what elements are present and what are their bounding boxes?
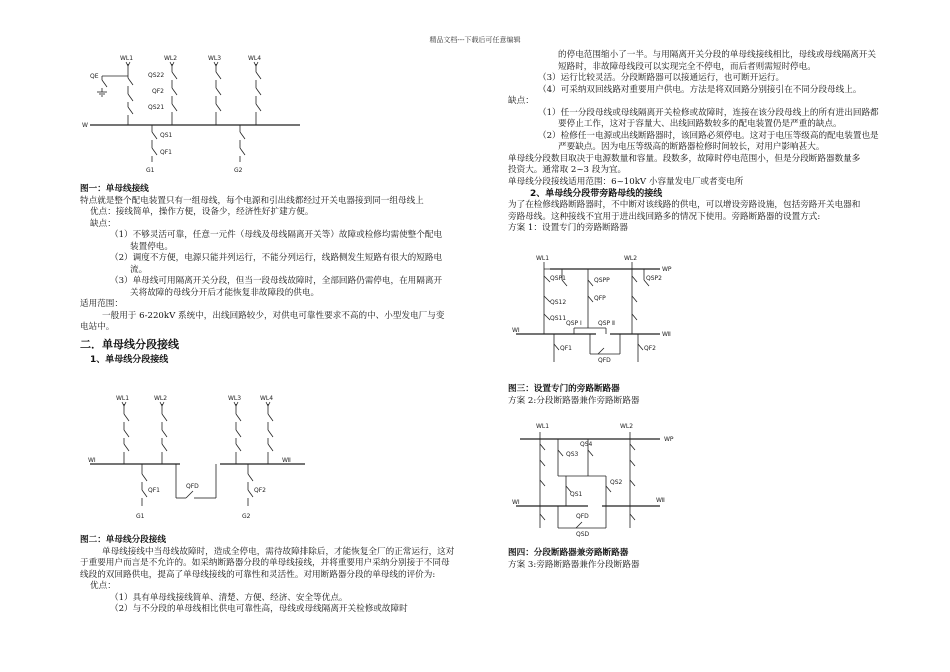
svg-text:QS1: QS1 [160,132,173,139]
svg-text:WL2: WL2 [620,423,634,430]
svg-text:QS11: QS11 [550,315,567,322]
source-g1 [136,464,160,520]
paragraph: 旁路母线。这种接线不宜用于进出线回路多的情况下使用。旁路断路器的设置方式: [508,211,821,222]
paragraph: 适用范围： [80,299,123,309]
label-w: W [82,122,88,129]
svg-text:QFD: QFD [186,483,199,490]
left-column-top [80,184,480,366]
svg-text:QS12: QS12 [550,299,567,306]
svg-text:QSP Ⅰ: QSP Ⅰ [566,320,582,327]
svg-text:QF1: QF1 [160,149,172,156]
svg-text:WL3: WL3 [228,395,242,402]
paragraph: 为了在检修线路断路器时，不中断对该线路的供电，可以增设旁路设施，包括旁路开关电器和 [508,200,861,210]
list-item: 关将故障的母线分开后才能恢复非故障段的供电。 [130,287,320,298]
source-g2 [242,464,266,520]
paragraph: 优点：接线简单，操作方便，设备少，经济性好扩建方便。 [90,207,314,217]
feeder-wl4 [248,55,261,125]
svg-text:QF2: QF2 [644,345,656,352]
paragraph: 投资大。通常取 2~3 段为宜。 [508,165,627,175]
subsection-heading: 1、单母线分段接线 [90,354,169,365]
page-header: 精品文档---下载后可任意编辑 [429,36,521,44]
svg-text:G1: G1 [136,513,145,520]
svg-text:G2: G2 [242,513,251,520]
paragraph: 电站中。 [80,322,115,332]
list-item: （3）单母线可用隔离开关分段，但当一段母线故障时，全部回路仍需停电，在用隔离开 [110,276,443,286]
svg-text:WL2: WL2 [164,55,178,62]
svg-text:WL4: WL4 [260,395,274,402]
list-item: （4）可采纳双回线路对重要用户供电。方法是将双回路分别接引在不同分段母线上。 [538,84,862,95]
svg-text:G2: G2 [234,167,243,174]
paragraph: 优点： [90,581,116,591]
svg-text:QSP2: QSP2 [646,275,662,282]
svg-text:QF2: QF2 [152,88,164,95]
list-item: 严要缺点。因为电压等级高的断路器检修时间较长，对用户影响甚大。 [558,142,825,152]
figure-4-diagram [510,416,690,538]
list-item: （1）具有单母线接线简单、清楚、方便、经济、安全等优点。 [110,592,348,603]
list-item: （3）运行比较灵活。分段断路器可以接通运行，也可断开运行。 [538,73,785,83]
figure-3-diagram [510,250,690,380]
list-item: （1）任一分段母线或母线隔离开关检修或故障时，连接在该分段母线上的所有进出回路都 [538,107,879,118]
svg-text:WL1: WL1 [536,255,550,262]
figure-1-diagram [80,52,380,182]
svg-text:QF2: QF2 [254,487,266,494]
svg-text:WL1: WL1 [120,55,134,62]
section-breaker-qfd [176,464,216,498]
svg-text:QS22: QS22 [148,72,165,79]
paragraph: 缺点： [508,96,534,106]
svg-text:WL1: WL1 [116,395,130,402]
paragraph: 单母线分段接线适用范围：6~10kV 小容量发电厂或者变电所 [508,176,744,187]
list-item: 流。 [130,264,148,275]
svg-text:QS21: QS21 [148,104,165,111]
paragraph: 方案 2:分段断路器兼作旁路断路器 [508,395,640,406]
svg-text:QS2: QS2 [610,479,623,486]
paragraph: 单母线分段数目取决于电源数量和容量。段数多，故障时停电范围小，但是分段断路器数量多 [508,153,861,164]
paragraph: 短路时，非故障母线段可以实现完全不停电，而后者则需短时停电。 [558,61,816,72]
section-heading: 二．单母线分段接线 [80,337,179,351]
svg-text:QFD: QFD [598,357,611,364]
right-column-middle [508,384,908,407]
right-column-top [508,50,908,235]
paragraph: 线段的双回路供电，提高了单母线接线的可靠性和灵活性。对用断路器分段的单母线的评价为: [80,569,436,580]
feeder-wl3 [228,395,241,464]
paragraph: 一般用于 6-220kV 系统中，出线回路较少，对供电可靠性要求不高的中、小型发电厂与变 [102,310,445,321]
feeder-wl1 [90,55,133,125]
paragraph: 单母线接线中当母线故障时，造成全停电，需待故障排除后，才能恢复全厂的正常运行，这对 [102,546,455,557]
paragraph: 方案 1：设置专门的旁路断路器 [508,223,628,233]
svg-text:QSPP: QSPP [594,277,610,284]
svg-text:WⅠ: WⅠ [512,499,520,506]
feeder-wl3 [208,55,221,125]
svg-text:WP: WP [664,436,674,443]
svg-text:WⅡ: WⅡ [662,331,671,338]
figure-4-caption: 图四：分段断路器兼旁路断路器 [508,548,629,558]
svg-text:WL1: WL1 [536,423,550,430]
svg-text:WⅠ: WⅠ [88,457,96,464]
paragraph: 缺点： [90,218,116,229]
figure-2-diagram [80,392,380,532]
svg-text:WⅠ: WⅠ [512,327,520,334]
svg-text:QS4: QS4 [580,441,593,448]
svg-text:QE: QE [90,73,99,80]
svg-text:QFD: QFD [576,513,589,520]
svg-text:QSP Ⅱ: QSP Ⅱ [598,320,616,327]
svg-text:G1: G1 [146,167,155,174]
svg-text:QF1: QF1 [560,345,572,352]
list-item: （2）检修任一电源或出线断路器时，该回路必须停电。这对于电压等级高的配电装置也是 [538,130,879,141]
paragraph: 特点就是整个配电装置只有一组母线，每个电源和引出线都经过开关电器接到同一组母线上 [80,195,424,206]
figure-3-caption: 图三：设置专门的旁路断路器 [508,384,620,394]
list-item: （1）不够灵活可靠，任意一元件（母线及母线隔离开关等）故障或检修均需使整个配电 [110,230,443,240]
figure-1-caption: 图一：单母线接线 [80,184,149,194]
figure-2-caption: 图二：单母线分段接线 [80,535,166,545]
feeder-wl2 [148,55,177,125]
feeder-wl1 [116,395,129,464]
svg-text:WL4: WL4 [248,55,262,62]
svg-text:QSP1: QSP1 [550,275,566,282]
list-item: 装置停电。 [130,241,173,252]
svg-text:WL3: WL3 [208,55,222,62]
svg-text:QSD: QSD [576,531,590,538]
svg-text:QFP: QFP [594,295,606,302]
paragraph: 于重要用户而言是不允许的。如采纳断路器分段的单母线接线，并将重要用户采纳分别接于不同母 [80,558,450,568]
svg-text:WL2: WL2 [154,395,168,402]
source-g2 [234,125,245,174]
svg-text:QS3: QS3 [566,451,579,458]
svg-text:WⅡ: WⅡ [282,457,291,464]
svg-text:WⅡ: WⅡ [656,497,665,504]
right-column-bottom [508,548,908,571]
source-g1 [146,125,173,174]
svg-text:WP: WP [662,266,672,273]
left-column-bottom [80,535,490,616]
list-item: （2）与不分段的单母线相比供电可靠性高，母线或母线隔离开关检修或故障时 [110,604,408,614]
list-item: 要停止工作，这对于容量大、出线回路数较多的配电装置仍是严重的缺点。 [558,119,842,129]
svg-text:WL2: WL2 [624,255,638,262]
paragraph: 的停电范围缩小了一半。与用隔离开关分段的单母线接线相比，母线或母线隔离开关 [558,50,876,60]
feeder-wl2 [154,395,167,464]
feeder-wl4 [260,395,273,464]
svg-text:QF1: QF1 [148,487,160,494]
subsection-heading: 2、单母线分段带旁路母线的接线 [530,189,663,199]
svg-text:QS1: QS1 [570,491,583,498]
list-item: （2）调度不方便，电源只能并列运行，不能分列运行，线路侧发生短路有很大的短路电 [110,253,443,263]
paragraph: 方案 3:旁路断路器兼作分段断路器 [508,559,640,570]
